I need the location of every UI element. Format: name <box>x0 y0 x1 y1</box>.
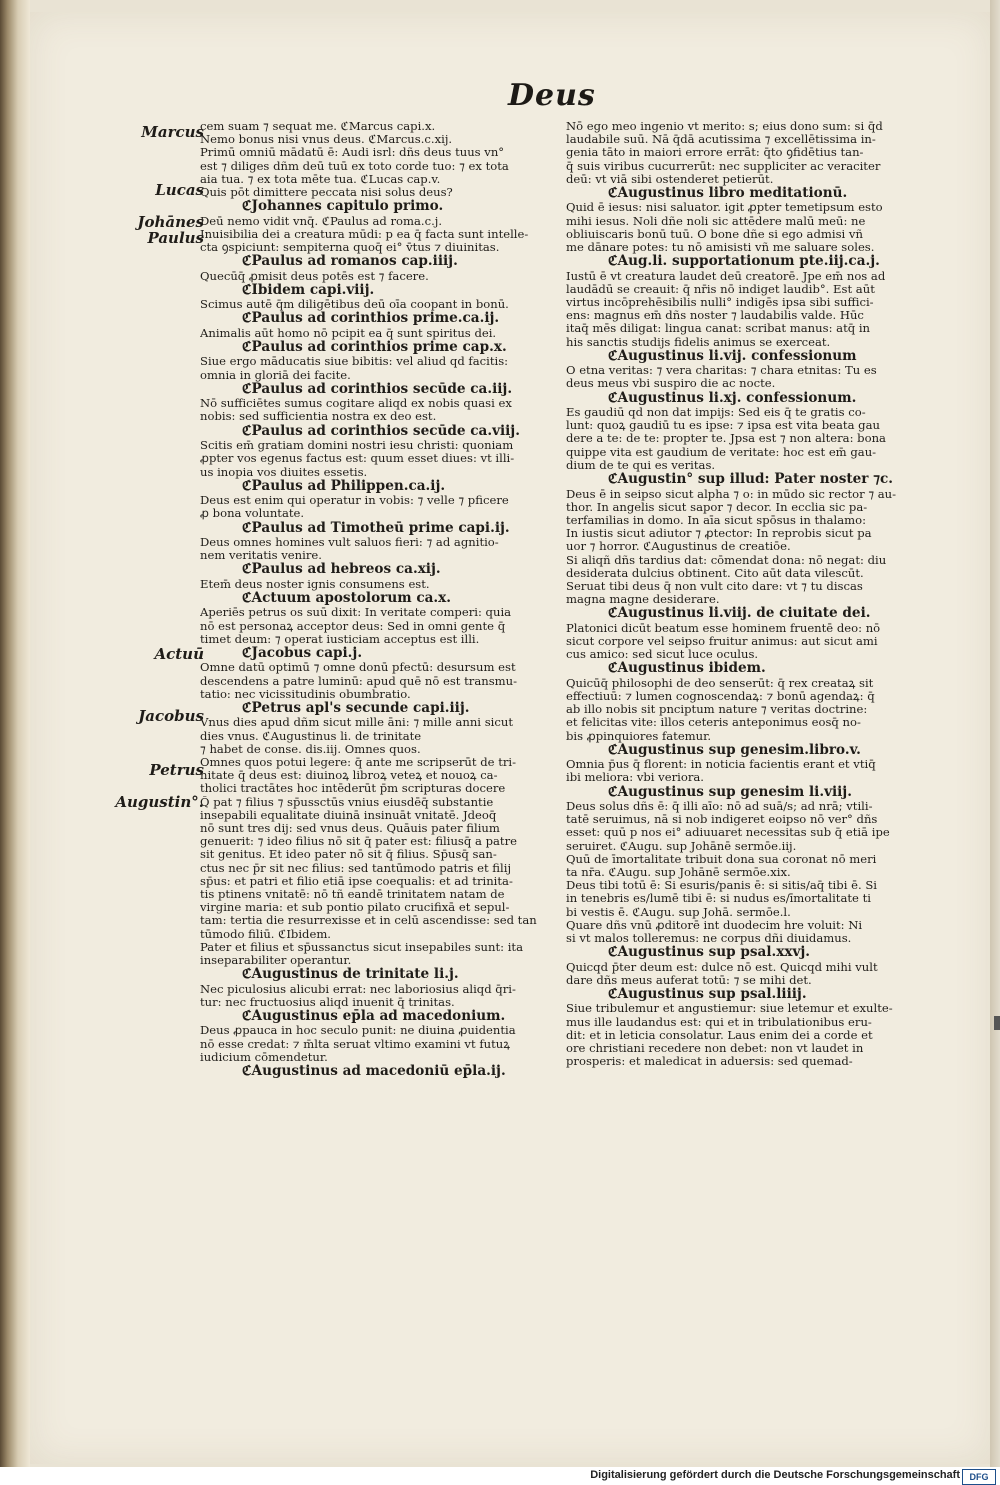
text-line: Quicqd p̄ter deum est: dulce nō est. Quicqd mihi vult <box>566 960 878 974</box>
text-line: ore christiani recedere non debet: non vt laudet in <box>566 1042 864 1056</box>
text-line: insepabili equalitate diuinā insinuāt vnitatē. Jdeoq̄ <box>200 808 497 822</box>
text-line: us inopia vos diuites essetis. <box>200 465 368 479</box>
text-line: virtus incōprehēsibilis nulli° indigēs ipsa sibi suffici- <box>566 296 874 310</box>
text-line: descendens a patre luminū: apud quē nō est transmu- <box>200 674 518 688</box>
text-line: Iustū ē vt creatura laudet deū creatorē. Jpe em̄ nos ad <box>566 269 886 283</box>
text-line: ab illo nobis sit pnciptum nature ⁊ veritas doctrine: <box>566 703 868 717</box>
text-line: Deus solus dñs ē: q̄ illi aīo: nō ad suā/s; ad nrā; vtili- <box>566 799 873 813</box>
text-line: thor. In angelis sicut sapor ⁊ decor. In ecclia sic pa- <box>566 500 868 514</box>
margin-note: Actuū <box>154 645 204 663</box>
text-line: ℭPaulus ad Philippen.ca.ij. <box>242 478 446 494</box>
text-line: dies vnus. ℭAugustinus li. de trinitate <box>200 729 422 743</box>
text-line: Inuisibilia dei a creatura mūdi: p ea q̄ facta sunt intelle- <box>200 227 529 241</box>
text-line: ctus nec p̄r sit nec filius: sed tantūmodo patris et filij <box>200 861 512 875</box>
text-line: ℭIbidem capi.viij. <box>242 282 375 298</box>
text-line: ℭAugustinus li.xj. confessionum. <box>608 390 857 406</box>
text-line: ℭAugustinus libro meditationū. <box>608 186 848 202</box>
text-line: iudicium cōmendetur. <box>200 1050 328 1064</box>
text-line: Deus ē in seipso sicut alpha ⁊ o: in mūdo sic rector ⁊ au- <box>566 487 897 501</box>
text-line: effectiuū: ⁊ lumen cognoscendaꝝ: ⁊ bonū agendaꝝ: q̄ <box>566 689 875 703</box>
text-line: tatio: nec vicissitudinis obumbratio. <box>200 687 411 701</box>
text-line: nitate q̄ deus est: diuinoꝝ libroꝝ veteꝝ et nouoꝝ ca- <box>200 769 498 783</box>
text-line: tis ptinens vnitatē: nō tñ eandē trinitatem natam de <box>200 888 505 902</box>
text-line: tūmodo filiū. ℭIbidem. <box>200 927 331 941</box>
text-line: ℭAugustinus de trinitate li.j. <box>242 967 459 983</box>
text-line: laudabile suū. Nā q̄dā acutissima ⁊ excellētissima in- <box>566 133 876 147</box>
text-line: tam: tertia die resurrexisse et in celū ascendisse: sed tan <box>200 914 537 928</box>
text-line: tholici tractātes hoc intēderūt p̄m scripturas docere <box>200 782 506 796</box>
text-line: Omnia p̄us q̄ florent: in noticia facientis erant et vtiq̄ <box>566 758 876 772</box>
text-line: magna magne desiderare. <box>566 593 720 607</box>
text-line: ℭPetrus apl's secunde capi.iij. <box>242 700 470 716</box>
text-line: Primū omniū mādatū ē: Audi isrl: dñs deus tuus vn° <box>200 146 505 160</box>
text-line: ℭAugustin° sup illud: Pater noster ⁊c. <box>608 472 893 488</box>
text-line: omnia in gloriā dei facite. <box>200 368 351 382</box>
text-line: dium de te qui es veritas. <box>566 458 716 472</box>
text-line: ℭJacobus capi.j. <box>242 645 363 661</box>
text-line: ꝓ bona voluntate. <box>200 507 305 521</box>
text-line: ℭPaulus ad Timotheū prime capi.ij. <box>242 520 510 536</box>
text-line: Siue tribulemur et angustiemur: siue letemur et exulte- <box>566 1002 893 1016</box>
text-line: sit genitus. Et ideo pater nō sit q̄ filius. Sp̄usq̄ san- <box>200 848 497 862</box>
text-line: Quid ē iesus: nisi saluator. igit̄ ꝓpter temetipsum esto <box>566 201 883 215</box>
text-line: cus amico: sed sicut luce oculus. <box>566 648 759 662</box>
margin-note: Lucas <box>155 181 204 199</box>
text-line: Seruat tibi deus q̄ non vult cito dare: vt ⁊ tu discas <box>566 579 863 593</box>
text-line: me dānare potes: tu nō amisisti vñ me saluare soles. <box>566 241 875 255</box>
text-line: Scimus autē q̄m diligētibus deū oīa coopant in bonū. <box>200 298 509 312</box>
text-line: Deus ꝓpauca in hoc seculo punit: ne diuina ꝓuidentia <box>200 1024 516 1038</box>
text-line: Vnus dies apud dñm sicut mille āni: ⁊ mille anni sicut <box>200 716 513 730</box>
text-line: Quicūq̄ philosophi de deo senserūt: q̄ rex creataꝝ sit <box>566 676 874 690</box>
text-line: lunt: quoꝝ gaudiū tu es ipse: ⁊ ipsa est vita beata gau <box>566 419 880 433</box>
text-line: ta nr̄a. ℭAugu. sup Johānē sermōe.xix. <box>566 866 791 879</box>
text-line: est ⁊ diliges dñm deū tuū ex toto corde tuo: ⁊ ex tota <box>200 159 509 173</box>
text-line: aia tua. ⁊ ex tota mēte tua. ℭLucas cap.v. <box>200 172 441 186</box>
text-line: et felicitas vite: illos ceteris anteponimus eosq̄ no- <box>566 716 861 730</box>
text-line: dere a te: de te: propter te. Jpsa est ⁊ non altera: bona <box>566 432 886 446</box>
text-line: dit: et in leticia consolatur. Laus enim dei a corde et <box>566 1028 873 1042</box>
text-line: Omne datū optimū ⁊ omne donū pfectū: desursum est <box>200 661 516 675</box>
text-line: Deus tibi totū ē: Si esuris/panis ē: si sitis/aq̄ tibi ē. Si <box>566 879 877 893</box>
text-line: ℭActuum apostolorum ca.x. <box>242 590 451 606</box>
text-line: ℭPaulus ad romanos cap.iiij. <box>242 254 458 270</box>
text-line: in tenebris es/lumē tibi ē: si nudus es/īmortalitate ti <box>566 892 871 906</box>
text-line: Quare dñs vnū ꝓditorē int̄ duodecim h̄re voluit: Ni <box>566 918 863 932</box>
text-line: Scitis em̄ gratiam domini nostri iesu christi: quoniam <box>200 439 514 453</box>
text-line: cem suam ⁊ sequat me. ℭMarcus capi.x. <box>200 120 436 133</box>
text-line: Si aliqñ dñs tardius dat: cōmendat dona: nō negat: diu <box>566 553 887 567</box>
text-line: O et̄na veritas: ⁊ vera charitas: ⁊ chara et̄nitas: Tu es <box>566 364 877 378</box>
text-line: inseparabiliter operantur. <box>200 954 352 968</box>
text-line: Quis pōt dimittere peccata nisi solus deus? <box>200 186 453 200</box>
margin-note: Marcus <box>141 123 204 141</box>
text-line: ℭAugustinus ep̄la ad macedonium. <box>242 1009 506 1025</box>
text-line: Nō ego meo ingenio vt merito: s; eius dono sum: si q̄d <box>566 120 883 133</box>
text-line: In iustis sicut adiutor ⁊ ꝓtector: In reprobis sicut pa <box>566 527 872 541</box>
text-line: ℭAug.li. supportationum pte.iij.ca.j. <box>608 254 880 270</box>
text-line: obliuiscaris bonū tuū. O bone dñe si ego admisi vñ <box>566 227 863 241</box>
text-line: sicut corpore vel seipso fruitur animus: aut sicut ami <box>566 634 878 648</box>
text-line: deū: vt viā sibi ostenderet petierūt. <box>566 172 774 186</box>
text-line: ℭPaulus ad hebreos ca.xij. <box>242 562 441 578</box>
text-line: Nō sufficiētes sumus cogitare aliqd ex nobis quasi ex <box>200 397 512 411</box>
margin-note: Jacobus <box>138 707 204 725</box>
text-line: tatē seruimus, nā si nob indigeret eoipso nō ver° dñs <box>566 813 878 827</box>
text-line: nem veritatis venire. <box>200 549 322 563</box>
text-line: genia tāto in maiori errore errāt: q̄to ꝯfidētius tan- <box>566 146 864 160</box>
margin-note: Paulus <box>147 229 204 247</box>
text-line: Etem̄ deus noster ignis consumens est. <box>200 577 430 591</box>
text-line: his sanctis studijs fidelis animus se exerceat. <box>566 335 831 349</box>
text-line: deus meus vbi suspiro die ac nocte. <box>566 377 776 391</box>
text-line: ꝓpter vos egenus factus est: quum esset diues: vt illi- <box>200 452 515 466</box>
text-line: ibi meliora: vbi veriora. <box>566 771 704 785</box>
text-line: ℭAugustinus sup genesim li.viij. <box>608 784 852 800</box>
text-line: Nec piculosius alicubi errat̄: nec laboriosius aliqd q̄ri- <box>200 982 516 996</box>
margin-note: Augustin°. <box>115 793 204 811</box>
page-edge <box>990 0 1000 1485</box>
footer-credit: Digitalisierung gefördert durch die Deutsche Forschungsgemeinschaft <box>590 1469 960 1481</box>
book-binding <box>0 0 30 1485</box>
text-line: ℭAugustinus sup psal.xxvj. <box>608 945 811 961</box>
left-text-column <box>200 120 560 1079</box>
text-line: ℭAugustinus li.vij. confessionum <box>608 348 857 364</box>
text-line: ℭAugustinus li.viij. de ciuitate dei. <box>608 606 871 622</box>
text-line: laudādū se creauit: q̄ nr̄is nō indiget laudib°. Est aūt <box>566 282 875 296</box>
text-line: Siue ergo māducatis siue bibitis: vel aliud qd facitis: <box>200 355 509 369</box>
page-header-title: Deus <box>508 78 596 113</box>
text-line: bi vestis ē. ℭAugu. sup Johā. sermōe.l. <box>566 905 791 919</box>
text-line: nō sunt tres dij: sed vnus deus. Quāuis pater filium <box>200 822 500 835</box>
text-line: Deus est enim qui operatur in vobis: ⁊ velle ⁊ pficere <box>200 494 509 508</box>
text-line: q̄ suis viribus cucurrerūt: nec suppliciter ac veraciter <box>566 159 881 173</box>
right-text-column <box>566 120 924 1068</box>
text-line: Quecūq̄ ꝓmisit deus potēs est ⁊ facere. <box>200 269 429 283</box>
text-line: ℭAugustinus sup psal.liiij. <box>608 987 807 1003</box>
text-line: ℭPaulus ad corinthios prime cap.x. <box>242 340 507 356</box>
text-line: desiderata dulcius obtinent̄. Cito aūt data vilescūt. <box>566 566 864 580</box>
page-tab-marker <box>994 1016 1000 1030</box>
text-line: Quū de īmortalitate tribuit dona sua coronat nō meri <box>566 852 877 866</box>
text-line: nō esse credat̄: ⁊ m̄lta seruat vltimo examini vt futuꝝ <box>200 1037 510 1051</box>
text-line: ⁊ habet̄ de conse. dis.iij. Omnes quos. <box>200 742 421 756</box>
text-line: seruiret. ℭAugu. sup Johānē sermōe.iij. <box>566 839 797 853</box>
text-line: terfamilias in domo. In aīa sicut spōsus in thalamo: <box>566 513 867 527</box>
text-line: mihi iesus. Noli dñe noli sic attēdere malū meū: ne <box>566 214 866 228</box>
text-line: nobis: sed sufficientia nostra ex deo est. <box>200 410 437 424</box>
text-line: Nemo bonus nisi vnus deus. ℭMarcus.c.xij. <box>200 133 453 147</box>
text-line: quippe vita est gaudium de veritate: hoc est em̄ gau- <box>566 445 877 459</box>
text-line: ℭJohannes capitulo primo. <box>242 199 444 215</box>
text-line: Omnes quos potui legere: q̄ ante me scripserūt de tri- <box>200 755 517 769</box>
text-line: Animalis aūt homo nō pcipit ea q̄ sunt spiritus dei. <box>200 326 497 340</box>
text-line: cta ꝯspiciunt: sempiterna quoq̄ ei° v̄tus ⁊ diuinitas. <box>200 241 500 255</box>
text-line: tur: nec fructuosius aliqd inuenit̄ q̄ trinitas. <box>200 995 455 1009</box>
text-line: Aperiēs petrus os suū dixit: In veritate comperi: quia <box>200 606 512 620</box>
text-line: ℭPaulus ad corinthios secūde ca.iij. <box>242 381 513 397</box>
text-line: Pater et filius et sp̄ussanctus sicut insepabiles sunt: ita <box>200 940 523 954</box>
margin-note: Petrus <box>149 761 204 779</box>
text-line: uor ⁊ horror. ℭAugustinus de creatiōe. <box>566 540 791 554</box>
text-line: esset: quū p nos ei° adiuuaret necessitas sub q̄ etiā ipe <box>566 826 890 840</box>
text-line: bis ꝓpinquiores fatemur. <box>566 729 712 743</box>
text-line: dare dñs meus auferat totū: ⁊ se mihi det. <box>566 973 812 987</box>
text-line: ℭAugustinus ibidem. <box>608 661 766 677</box>
text-line: Platonici dicūt beatum esse hominem fruentē deo: nō <box>566 621 881 635</box>
text-line: Q̄ pat̄ ⁊ filius ⁊ sp̄ussctūs vnius eiusdēq̄ substantie <box>200 795 494 809</box>
text-line: virgine maria: et sub pontio pilato crucifixā et sepul- <box>200 901 510 915</box>
text-line: Deus omnes homines vult saluos fieri: ⁊ ad agnitio- <box>200 535 499 549</box>
text-line: ℭAugustinus ad macedoniū ep̄la.ij. <box>242 1064 506 1080</box>
text-line: nō est personaꝝ acceptor deus: Sed in omni gente q̄ <box>200 619 506 633</box>
dfg-logo: DFG <box>962 1469 996 1485</box>
text-line: ℭAugustinus sup genesim.libro.v. <box>608 742 861 758</box>
text-line: ℭPaulus ad corinthios secūde ca.viij. <box>242 423 520 439</box>
text-line: ens: magnus em̄ dñs noster ⁊ laudabilis valde. Hūc <box>566 309 864 323</box>
footer-bar <box>0 1467 1000 1485</box>
text-line: ℭPaulus ad corinthios prime.ca.ij. <box>242 311 500 327</box>
text-line: prosperis: et maledicat in aduersis: sed quemad- <box>566 1055 853 1069</box>
text-line: sp̄us: et patri et filio etiā ipse coequalis: et ad trinita- <box>200 874 513 888</box>
text-line: si vt malos tolleremus: ne corpus dñi diuidamus. <box>566 932 852 946</box>
text-line: Es gaudiū qd̄ non dat̄ impijs: Sed eis q̄ te gratis co- <box>566 406 866 420</box>
text-line: Deū nemo vidit vnq̄. ℭPaulus ad roma.c.j. <box>200 214 443 228</box>
text-line: itaq̄ mēs diligat: lingua canat: scribat manus: atq̄ in <box>566 322 871 336</box>
text-line: timet deum: ⁊ operat iusticiam acceptus est illi. <box>200 632 480 646</box>
text-line: genuerit: ⁊ ideo filius nō sit q̄ pater est: filiusq̄ a patre <box>200 835 517 849</box>
margin-note: Johānes <box>137 213 204 231</box>
text-line: mus ille laudandus est: qui et in tribulationibus eru- <box>566 1015 872 1029</box>
